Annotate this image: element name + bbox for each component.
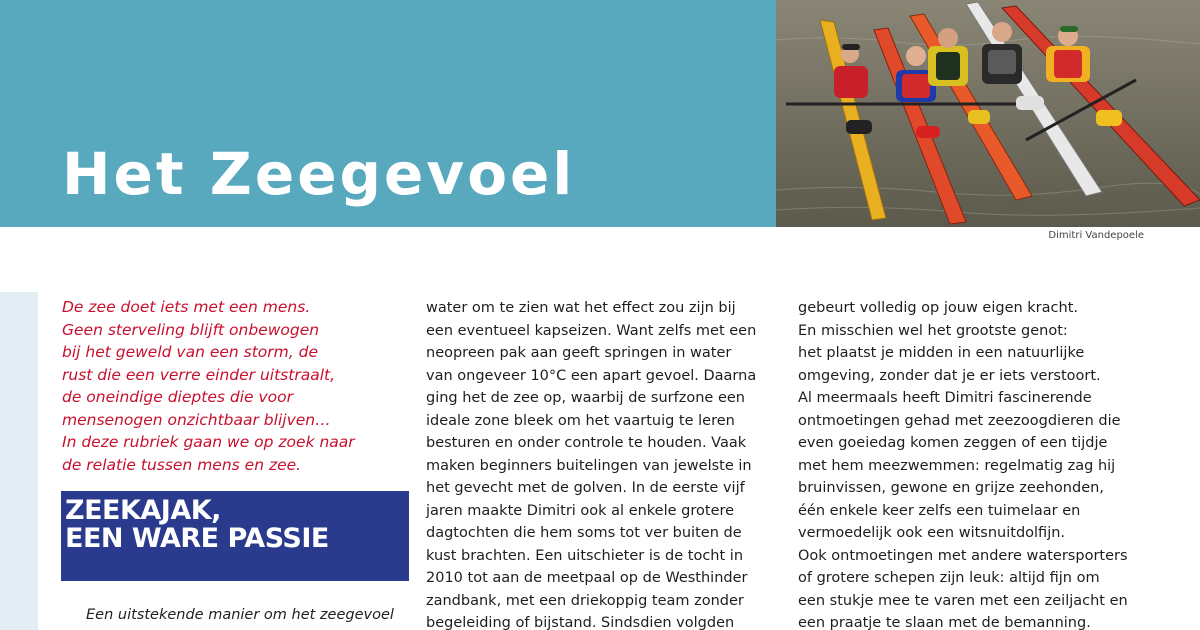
body-line: zandbank, met een driekoppig team zonder bbox=[426, 592, 744, 609]
body-column-right bbox=[798, 297, 1158, 630]
intro-text bbox=[62, 296, 412, 476]
body-line: neopreen pak aan geeft springen in water bbox=[426, 345, 732, 361]
body-line: gebeurt volledig op jouw eigen kracht. bbox=[798, 300, 1078, 316]
body-line: dagtochten die hem soms tot ver buiten de bbox=[426, 525, 742, 541]
intro-line: In deze rubriek gaan we op zoek naar bbox=[62, 433, 355, 451]
intro-line: De zee doet iets met een mens. bbox=[62, 298, 311, 316]
kayak-photo bbox=[776, 0, 1200, 227]
body-line: van ongeveer 10°C een apart gevoel. Daarna bbox=[426, 367, 757, 384]
body-line: En misschien wel het grootste genot: bbox=[798, 322, 1068, 339]
body-line: omgeving, zonder dat je er iets verstoort. bbox=[798, 367, 1101, 384]
body-line: even goeiedag komen zeggen of een tijdje bbox=[798, 435, 1108, 451]
body-line: water om te zien wat het effect zou zijn bij bbox=[426, 300, 736, 316]
body-line: kust brachten. Een uitschieter is de tocht in bbox=[426, 547, 744, 564]
body-line: bruinvissen, gewone en grijze zeehonden, bbox=[798, 480, 1104, 496]
body-line: ging het de zee op, waarbij de surfzone een bbox=[426, 390, 745, 406]
intro-line: mensenogen onzichtbaar blijven… bbox=[62, 410, 331, 429]
body-line: een praatje te slaan met de bemanning. bbox=[798, 615, 1091, 630]
section-heading-line: EEN WARE PASSIE bbox=[65, 523, 329, 554]
page-title: Het Zeegevoel bbox=[62, 140, 576, 208]
title-banner bbox=[0, 0, 776, 227]
side-stripe bbox=[0, 292, 38, 630]
body-line: of grotere schepen zijn leuk: altijd fijn om bbox=[798, 570, 1100, 586]
body-line: maken beginners buitelingen van jewelste in bbox=[426, 457, 752, 474]
body-line: één enkele keer zelfs een tuimelaar en bbox=[798, 502, 1081, 519]
body-line: besturen en onder controle te houden. Vaak bbox=[426, 435, 747, 451]
section-heading-line: ZEEKAJAK, bbox=[65, 495, 221, 526]
body-line: een eventueel kapseizen. Want zelfs met een bbox=[426, 322, 757, 339]
body-line: begeleiding of bijstand. Sindsdien volgden bbox=[426, 615, 735, 630]
lead-paragraph: Een uitstekende manier om het zeegevoel bbox=[86, 607, 394, 623]
body-line: jaren maakte Dimitri ook al enkele grotere bbox=[426, 502, 735, 519]
body-line: vermoedelijk ook een witsnuitdolfijn. bbox=[798, 525, 1066, 541]
body-line: Ook ontmoetingen met andere watersporters bbox=[798, 547, 1128, 564]
photo-credit: Dimitri Vandepoele bbox=[1048, 230, 1144, 241]
body-line: het plaatst je midden in een natuurlijke bbox=[798, 345, 1085, 361]
body-line: 2010 tot aan de meetpaal op de Westhinder bbox=[426, 570, 748, 586]
body-line: ontmoetingen gehad met zeezoogdieren die bbox=[798, 412, 1121, 429]
intro-line: Geen sterveling blijft onbewogen bbox=[62, 320, 320, 339]
intro-line: rust die een verre einder uitstraalt, bbox=[62, 365, 336, 384]
body-line: het gevecht met de golven. In de eerste vijf bbox=[426, 480, 745, 496]
intro-line: bij het geweld van een storm, de bbox=[62, 343, 318, 361]
section-heading bbox=[61, 491, 409, 581]
body-column-middle bbox=[426, 297, 776, 630]
intro-line: de oneindige dieptes die voor bbox=[62, 388, 293, 406]
intro-line: de relatie tussen mens en zee. bbox=[62, 455, 302, 474]
body-line: ideale zone bleek om het vaartuig te leren bbox=[426, 412, 735, 429]
body-line: een stukje mee te varen met een zeiljacht en bbox=[798, 592, 1128, 609]
body-line: Al meermaals heeft Dimitri fascinerende bbox=[798, 390, 1092, 406]
body-line: met hem meezwemmen: regelmatig zag hij bbox=[798, 457, 1116, 474]
